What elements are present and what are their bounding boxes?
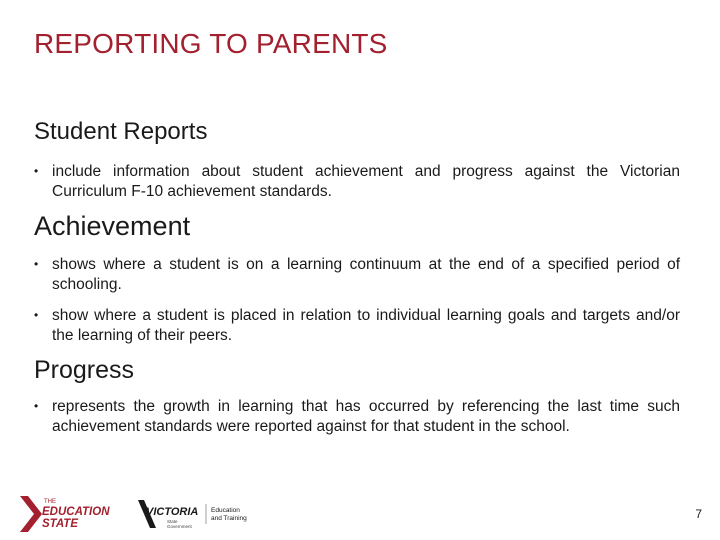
bullet-dot-icon: • xyxy=(34,257,39,271)
svg-text:Education: Education xyxy=(211,507,240,514)
section-achievement xyxy=(34,211,680,345)
section-progress xyxy=(34,356,680,436)
footer-logos xyxy=(20,494,260,534)
svg-text:Government: Government xyxy=(167,524,192,529)
section-heading: Progress xyxy=(34,356,135,384)
bullet-text: show where a student is placed in relation to individual learning goals and targets and/or the learning of their peers. xyxy=(52,307,680,344)
bullet-dot-icon: • xyxy=(34,164,39,178)
bullet-item xyxy=(34,306,680,345)
bullet-item xyxy=(34,255,680,294)
slide-title: REPORTING TO PARENTS xyxy=(34,28,388,59)
section-heading: Achievement xyxy=(34,211,191,241)
svg-text:STATE: STATE xyxy=(42,518,78,530)
bullet-item xyxy=(34,397,680,436)
section-student-reports xyxy=(34,118,680,201)
bullet-item xyxy=(34,162,680,201)
svg-text:VICTORIA: VICTORIA xyxy=(146,506,199,518)
bullet-text: include information about student achievement and progress against the Victorian Curriculum F-10 achievement standards. xyxy=(52,163,680,200)
svg-text:THE: THE xyxy=(44,499,56,505)
bullet-dot-icon: • xyxy=(34,308,39,322)
svg-text:EDUCATION: EDUCATION xyxy=(42,506,110,518)
education-state-logo xyxy=(20,496,110,532)
bullet-dot-icon: • xyxy=(34,399,39,413)
bullet-text: shows where a student is on a learning continuum at the end of a specified period of schooling. xyxy=(52,256,680,293)
education-training-logo xyxy=(206,504,247,524)
svg-text:State: State xyxy=(167,519,178,524)
bullet-text: represents the growth in learning that has occurred by referencing the last time such achievement standards were reported against for that student in the school. xyxy=(52,398,680,435)
page-number: 7 xyxy=(695,507,702,521)
section-heading: Student Reports xyxy=(34,118,208,145)
svg-text:and Training: and Training xyxy=(211,515,247,522)
victoria-government-logo xyxy=(138,500,198,529)
